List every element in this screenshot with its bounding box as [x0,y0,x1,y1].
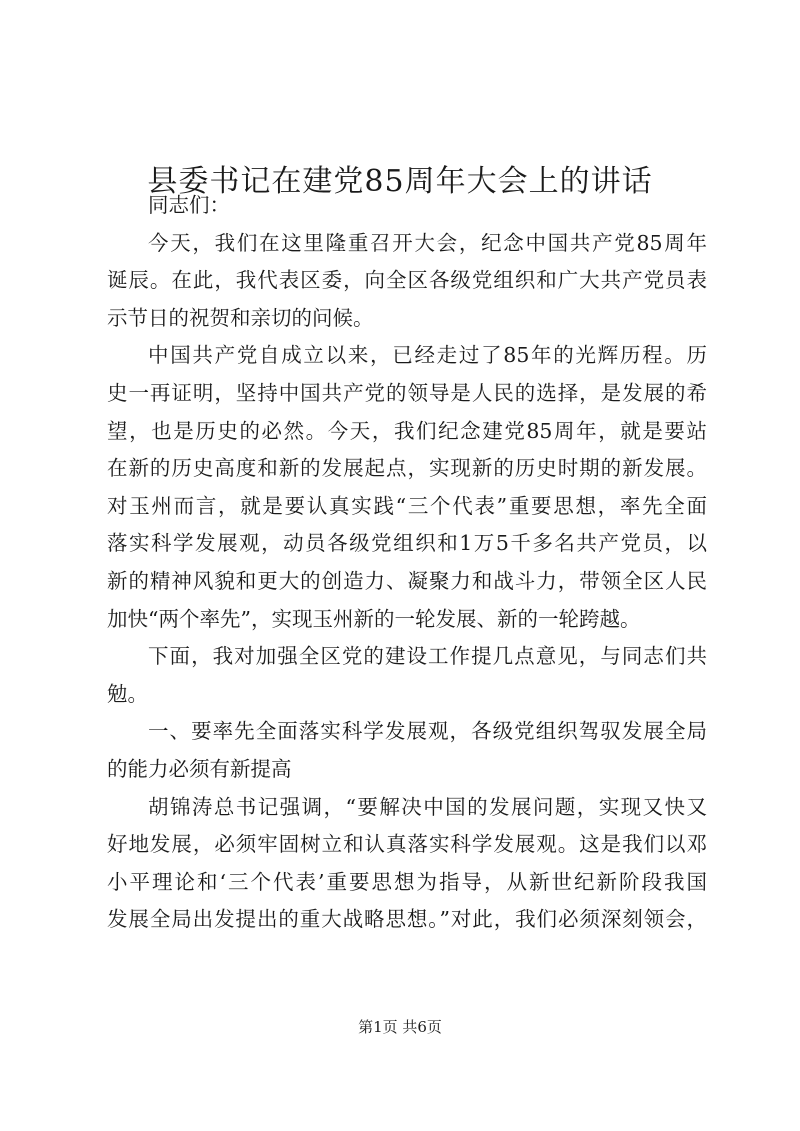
text-line: 诞辰。在此，我代表区委，向全区各级党组织和广大共产党员表 [107,268,707,293]
text-line: 对玉州而言，就是要认真实践“三个代表”重要思想，率先全面 [107,493,707,518]
text-line: 中国共产党自成立以来，已经走过了85年的光辉历程。历 [148,343,707,368]
text-line: 望，也是历史的必然。今天，我们纪念建党85周年，就是要站 [107,418,707,443]
paragraph-opening [107,225,707,338]
text-line: 在新的历史高度和新的发展起点，实现新的历史时期的新发展。 [107,456,707,481]
text-line: 胡锦涛总书记强调，“要解决中国的发展问题，实现又快又 [148,794,707,819]
text-line: 一、要率先全面落实科学发展观，各级党组织驾驭发展全局 [148,719,707,744]
text-line: 加快“两个率先”，实现玉州新的一轮发展、新的一轮跨越。 [107,606,641,631]
text-line: 示节日的祝贺和亲切的问候。 [107,305,374,330]
paragraph-history [107,337,707,638]
text-line: 下面，我对加强全区党的建设工作提几点意见，与同志们共 [148,644,707,669]
text-line: 史一再证明，坚持中国共产党的领导是人民的选择，是发展的希 [107,380,707,405]
text-line: 的能力必须有新提高 [107,756,292,781]
text-line: 今天，我们在这里隆重召开大会，纪念中国共产党85周年 [148,230,707,255]
text-line: 新的精神风貌和更大的创造力、凝聚力和战斗力，带领全区人民 [107,568,707,593]
page-number-footer: 第1页 共6页 [358,1018,442,1036]
paragraph-quote [107,789,707,939]
document-title: 县委书记在建党85周年大会上的讲话 [147,164,653,200]
text-line: 同志们： [148,193,230,217]
text-line: 发展全局出发提出的重大战略思想。”对此，我们必须深刻领会， [107,907,707,932]
section-heading-one [107,713,707,788]
document-body [107,187,707,939]
text-line: 落实科学发展观，动员各级党组织和1万5千多名共产党员，以 [107,531,707,556]
text-line: 好地发展，必须牢固树立和认真落实科学发展观。这是我们以邓 [107,832,707,857]
text-line: 勉。 [107,681,148,706]
paragraph-salutation [107,187,707,225]
paragraph-intro-opinions [107,638,707,713]
text-line: 小平理论和‘三个代表’重要思想为指导，从新世纪新阶段我国 [107,869,707,894]
